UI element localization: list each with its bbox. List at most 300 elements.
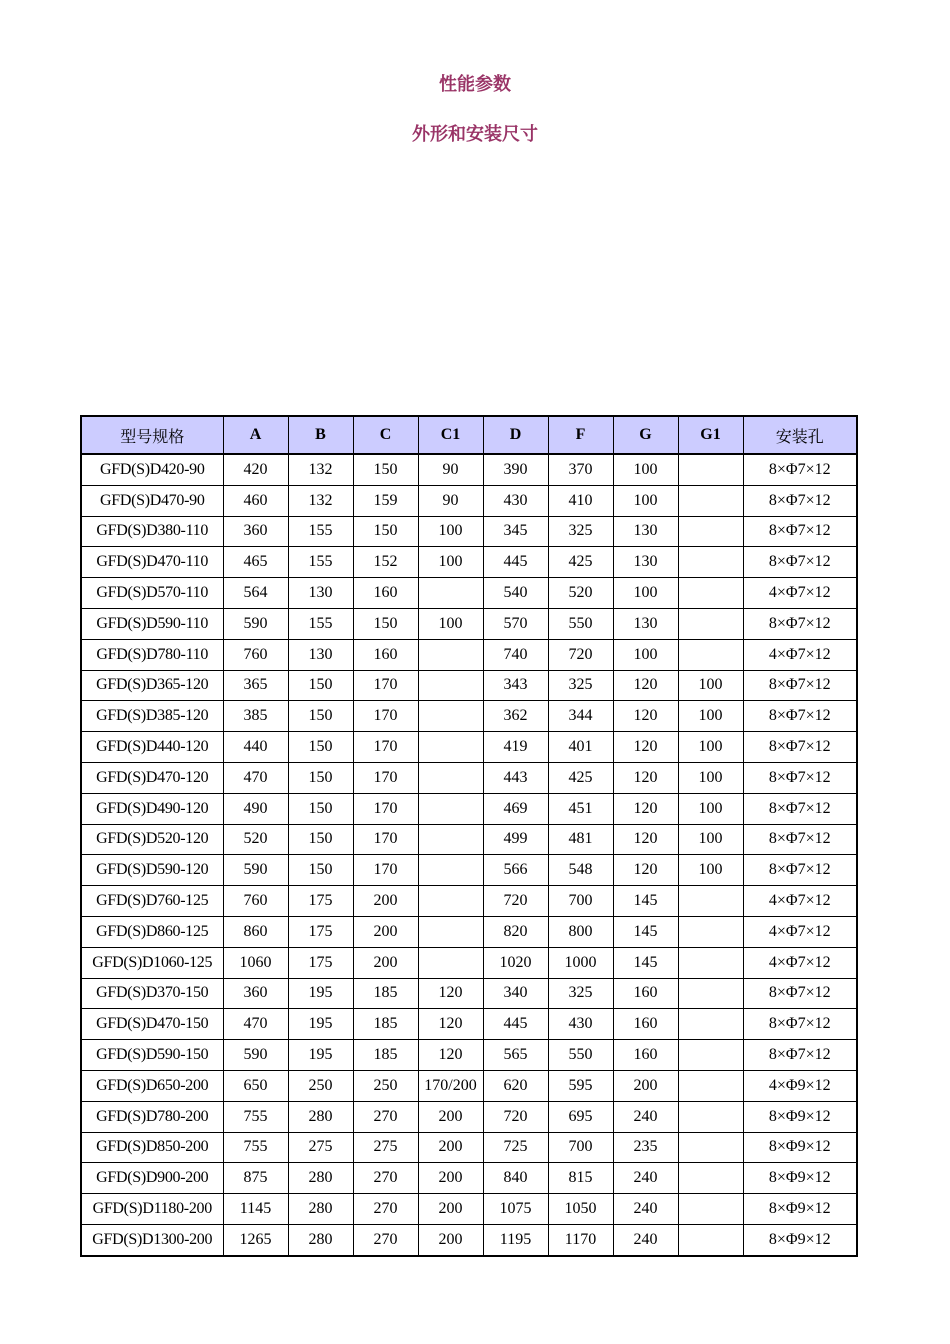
cell-f: 430	[548, 1009, 613, 1040]
cell-c: 150	[353, 454, 418, 485]
cell-c1: 200	[418, 1132, 483, 1163]
cell-f: 401	[548, 732, 613, 763]
cell-g: 130	[613, 547, 678, 578]
cell-d: 445	[483, 547, 548, 578]
cell-b: 155	[288, 608, 353, 639]
cell-g1: 100	[678, 855, 743, 886]
cell-mounting-holes: 8×Φ7×12	[743, 732, 857, 763]
cell-c1	[418, 947, 483, 978]
cell-c1	[418, 855, 483, 886]
cell-c1	[418, 793, 483, 824]
cell-b: 150	[288, 701, 353, 732]
cell-c1	[418, 886, 483, 917]
cell-g: 160	[613, 1009, 678, 1040]
cell-c1: 200	[418, 1163, 483, 1194]
cell-a: 420	[223, 454, 288, 485]
cell-g1	[678, 1101, 743, 1132]
cell-c: 170	[353, 670, 418, 701]
cell-model: GFD(S)D860-125	[81, 916, 223, 947]
cell-c: 170	[353, 732, 418, 763]
cell-d: 720	[483, 886, 548, 917]
table-row	[81, 762, 857, 793]
cell-a: 520	[223, 824, 288, 855]
cell-a: 385	[223, 701, 288, 732]
cell-c: 185	[353, 1009, 418, 1040]
cell-d: 620	[483, 1070, 548, 1101]
cell-c: 185	[353, 1040, 418, 1071]
cell-g1	[678, 1040, 743, 1071]
spec-table	[80, 415, 858, 1257]
cell-g1: 100	[678, 670, 743, 701]
cell-d: 1195	[483, 1224, 548, 1255]
cell-a: 360	[223, 516, 288, 547]
table-row	[81, 701, 857, 732]
cell-model: GFD(S)D380-110	[81, 516, 223, 547]
cell-a: 860	[223, 916, 288, 947]
cell-a: 1265	[223, 1224, 288, 1255]
cell-mounting-holes: 8×Φ7×12	[743, 793, 857, 824]
cell-g1	[678, 1224, 743, 1255]
cell-a: 490	[223, 793, 288, 824]
cell-b: 195	[288, 1040, 353, 1071]
cell-d: 820	[483, 916, 548, 947]
cell-g1	[678, 516, 743, 547]
cell-b: 280	[288, 1194, 353, 1225]
cell-d: 443	[483, 762, 548, 793]
header-c: C	[353, 416, 418, 454]
cell-a: 590	[223, 608, 288, 639]
cell-g: 120	[613, 762, 678, 793]
header-mounting-holes: 安装孔	[743, 416, 857, 454]
cell-d: 340	[483, 978, 548, 1009]
cell-c: 185	[353, 978, 418, 1009]
cell-model: GFD(S)D470-110	[81, 547, 223, 578]
header-g: G	[613, 416, 678, 454]
cell-g1	[678, 1132, 743, 1163]
cell-b: 150	[288, 824, 353, 855]
cell-g: 145	[613, 916, 678, 947]
cell-mounting-holes: 8×Φ7×12	[743, 701, 857, 732]
cell-f: 720	[548, 639, 613, 670]
cell-mounting-holes: 4×Φ7×12	[743, 886, 857, 917]
cell-mounting-holes: 8×Φ7×12	[743, 547, 857, 578]
cell-c: 275	[353, 1132, 418, 1163]
cell-mounting-holes: 8×Φ7×12	[743, 1040, 857, 1071]
cell-c1: 120	[418, 1009, 483, 1040]
cell-f: 344	[548, 701, 613, 732]
cell-d: 740	[483, 639, 548, 670]
cell-model: GFD(S)D900-200	[81, 1163, 223, 1194]
cell-mounting-holes: 8×Φ7×12	[743, 608, 857, 639]
table-row	[81, 1070, 857, 1101]
cell-model: GFD(S)D470-90	[81, 485, 223, 516]
cell-g: 120	[613, 793, 678, 824]
cell-b: 132	[288, 454, 353, 485]
cell-b: 195	[288, 978, 353, 1009]
cell-d: 345	[483, 516, 548, 547]
cell-b: 150	[288, 855, 353, 886]
cell-model: GFD(S)D470-150	[81, 1009, 223, 1040]
cell-c1: 100	[418, 547, 483, 578]
cell-b: 150	[288, 670, 353, 701]
cell-d: 343	[483, 670, 548, 701]
cell-model: GFD(S)D440-120	[81, 732, 223, 763]
cell-c: 200	[353, 947, 418, 978]
cell-a: 365	[223, 670, 288, 701]
cell-c1	[418, 639, 483, 670]
cell-model: GFD(S)D1060-125	[81, 947, 223, 978]
cell-g1	[678, 1194, 743, 1225]
cell-mounting-holes: 4×Φ9×12	[743, 1070, 857, 1101]
cell-a: 755	[223, 1132, 288, 1163]
cell-f: 595	[548, 1070, 613, 1101]
cell-c1: 90	[418, 454, 483, 485]
cell-g: 145	[613, 886, 678, 917]
cell-a: 650	[223, 1070, 288, 1101]
table-row	[81, 670, 857, 701]
cell-b: 175	[288, 947, 353, 978]
cell-b: 275	[288, 1132, 353, 1163]
cell-g1	[678, 547, 743, 578]
cell-mounting-holes: 8×Φ7×12	[743, 516, 857, 547]
cell-d: 469	[483, 793, 548, 824]
cell-g: 240	[613, 1163, 678, 1194]
table-row	[81, 454, 857, 485]
cell-c1: 100	[418, 516, 483, 547]
header-f: F	[548, 416, 613, 454]
cell-c: 150	[353, 516, 418, 547]
cell-g: 100	[613, 639, 678, 670]
cell-f: 550	[548, 608, 613, 639]
cell-model: GFD(S)D420-90	[81, 454, 223, 485]
cell-f: 700	[548, 1132, 613, 1163]
cell-g: 120	[613, 732, 678, 763]
cell-c1	[418, 578, 483, 609]
cell-g: 200	[613, 1070, 678, 1101]
cell-f: 410	[548, 485, 613, 516]
cell-mounting-holes: 8×Φ9×12	[743, 1194, 857, 1225]
cell-mounting-holes: 4×Φ7×12	[743, 578, 857, 609]
cell-g1	[678, 947, 743, 978]
header-d: D	[483, 416, 548, 454]
cell-f: 481	[548, 824, 613, 855]
header-a: A	[223, 416, 288, 454]
cell-f: 1000	[548, 947, 613, 978]
cell-g1: 100	[678, 793, 743, 824]
cell-d: 725	[483, 1132, 548, 1163]
cell-g: 100	[613, 578, 678, 609]
cell-b: 150	[288, 793, 353, 824]
table-row	[81, 1224, 857, 1255]
cell-c1: 90	[418, 485, 483, 516]
table-row	[81, 485, 857, 516]
cell-g1: 100	[678, 824, 743, 855]
cell-mounting-holes: 8×Φ7×12	[743, 855, 857, 886]
table-header-row	[81, 416, 857, 454]
cell-g1	[678, 639, 743, 670]
cell-c: 270	[353, 1194, 418, 1225]
cell-d: 499	[483, 824, 548, 855]
header-model: 型号规格	[81, 416, 223, 454]
cell-f: 325	[548, 978, 613, 1009]
cell-c: 270	[353, 1101, 418, 1132]
cell-f: 325	[548, 670, 613, 701]
table-row	[81, 916, 857, 947]
cell-model: GFD(S)D780-110	[81, 639, 223, 670]
cell-f: 370	[548, 454, 613, 485]
cell-model: GFD(S)D385-120	[81, 701, 223, 732]
cell-g: 240	[613, 1224, 678, 1255]
table-row	[81, 639, 857, 670]
cell-model: GFD(S)D1180-200	[81, 1194, 223, 1225]
cell-g: 120	[613, 701, 678, 732]
cell-g: 240	[613, 1194, 678, 1225]
cell-g1	[678, 608, 743, 639]
cell-mounting-holes: 8×Φ9×12	[743, 1224, 857, 1255]
cell-d: 570	[483, 608, 548, 639]
table-row	[81, 978, 857, 1009]
cell-mounting-holes: 8×Φ9×12	[743, 1132, 857, 1163]
cell-mounting-holes: 8×Φ7×12	[743, 762, 857, 793]
cell-c: 200	[353, 886, 418, 917]
cell-a: 470	[223, 1009, 288, 1040]
cell-a: 460	[223, 485, 288, 516]
cell-a: 875	[223, 1163, 288, 1194]
cell-c1	[418, 701, 483, 732]
cell-model: GFD(S)D370-150	[81, 978, 223, 1009]
cell-a: 760	[223, 886, 288, 917]
cell-b: 155	[288, 516, 353, 547]
cell-mounting-holes: 8×Φ7×12	[743, 824, 857, 855]
cell-mounting-holes: 8×Φ9×12	[743, 1163, 857, 1194]
cell-g: 100	[613, 454, 678, 485]
cell-f: 1170	[548, 1224, 613, 1255]
cell-g: 160	[613, 978, 678, 1009]
cell-g1	[678, 1009, 743, 1040]
cell-b: 250	[288, 1070, 353, 1101]
cell-g: 120	[613, 670, 678, 701]
page-subtitle: 外形和安装尺寸	[412, 124, 538, 145]
cell-b: 175	[288, 916, 353, 947]
cell-c1	[418, 824, 483, 855]
table-row	[81, 516, 857, 547]
cell-f: 700	[548, 886, 613, 917]
cell-c: 160	[353, 578, 418, 609]
cell-b: 130	[288, 578, 353, 609]
cell-a: 564	[223, 578, 288, 609]
cell-b: 175	[288, 886, 353, 917]
cell-c: 270	[353, 1163, 418, 1194]
cell-b: 280	[288, 1163, 353, 1194]
cell-c: 160	[353, 639, 418, 670]
cell-a: 470	[223, 762, 288, 793]
cell-a: 360	[223, 978, 288, 1009]
table-row	[81, 732, 857, 763]
table-row	[81, 1194, 857, 1225]
cell-model: GFD(S)D570-110	[81, 578, 223, 609]
cell-c1: 170/200	[418, 1070, 483, 1101]
cell-c1	[418, 916, 483, 947]
cell-b: 195	[288, 1009, 353, 1040]
cell-c1: 120	[418, 1040, 483, 1071]
cell-mounting-holes: 8×Φ7×12	[743, 978, 857, 1009]
cell-model: GFD(S)D490-120	[81, 793, 223, 824]
cell-c: 159	[353, 485, 418, 516]
cell-c1: 200	[418, 1194, 483, 1225]
cell-b: 150	[288, 762, 353, 793]
cell-c: 170	[353, 701, 418, 732]
cell-g: 240	[613, 1101, 678, 1132]
cell-d: 1020	[483, 947, 548, 978]
cell-d: 419	[483, 732, 548, 763]
cell-g: 145	[613, 947, 678, 978]
cell-g1	[678, 1163, 743, 1194]
cell-d: 540	[483, 578, 548, 609]
cell-model: GFD(S)D590-110	[81, 608, 223, 639]
table-row	[81, 793, 857, 824]
cell-d: 566	[483, 855, 548, 886]
cell-f: 548	[548, 855, 613, 886]
cell-d: 840	[483, 1163, 548, 1194]
cell-b: 280	[288, 1101, 353, 1132]
cell-f: 325	[548, 516, 613, 547]
cell-c1	[418, 732, 483, 763]
cell-b: 130	[288, 639, 353, 670]
cell-g1: 100	[678, 701, 743, 732]
cell-mounting-holes: 4×Φ7×12	[743, 639, 857, 670]
cell-mounting-holes: 8×Φ7×12	[743, 1009, 857, 1040]
table-body	[81, 454, 857, 1256]
cell-c: 250	[353, 1070, 418, 1101]
table-row	[81, 1009, 857, 1040]
cell-a: 465	[223, 547, 288, 578]
cell-model: GFD(S)D850-200	[81, 1132, 223, 1163]
table-row	[81, 824, 857, 855]
cell-c: 270	[353, 1224, 418, 1255]
cell-g1	[678, 916, 743, 947]
cell-b: 280	[288, 1224, 353, 1255]
cell-model: GFD(S)D520-120	[81, 824, 223, 855]
cell-model: GFD(S)D365-120	[81, 670, 223, 701]
cell-a: 1060	[223, 947, 288, 978]
header-c1: C1	[418, 416, 483, 454]
cell-a: 760	[223, 639, 288, 670]
cell-c: 152	[353, 547, 418, 578]
table-row	[81, 1040, 857, 1071]
cell-g: 100	[613, 485, 678, 516]
cell-g: 120	[613, 855, 678, 886]
cell-f: 800	[548, 916, 613, 947]
cell-a: 440	[223, 732, 288, 763]
cell-b: 150	[288, 732, 353, 763]
header-g1: G1	[678, 416, 743, 454]
cell-b: 132	[288, 485, 353, 516]
cell-d: 565	[483, 1040, 548, 1071]
cell-model: GFD(S)D590-120	[81, 855, 223, 886]
header-b: B	[288, 416, 353, 454]
cell-g: 160	[613, 1040, 678, 1071]
cell-c: 150	[353, 608, 418, 639]
cell-a: 755	[223, 1101, 288, 1132]
cell-mounting-holes: 8×Φ7×12	[743, 485, 857, 516]
cell-mounting-holes: 8×Φ7×12	[743, 670, 857, 701]
cell-g1	[678, 578, 743, 609]
cell-g1	[678, 485, 743, 516]
cell-c: 170	[353, 855, 418, 886]
page-title: 性能参数	[439, 74, 511, 95]
cell-f: 695	[548, 1101, 613, 1132]
cell-model: GFD(S)D1300-200	[81, 1224, 223, 1255]
table-row	[81, 886, 857, 917]
cell-c: 170	[353, 824, 418, 855]
cell-model: GFD(S)D780-200	[81, 1101, 223, 1132]
table-row	[81, 608, 857, 639]
table-row	[81, 947, 857, 978]
cell-c1: 200	[418, 1224, 483, 1255]
cell-g1	[678, 886, 743, 917]
table-row	[81, 1163, 857, 1194]
cell-model: GFD(S)D760-125	[81, 886, 223, 917]
table-row	[81, 578, 857, 609]
cell-d: 430	[483, 485, 548, 516]
cell-d: 390	[483, 454, 548, 485]
cell-a: 1145	[223, 1194, 288, 1225]
cell-c: 200	[353, 916, 418, 947]
cell-f: 425	[548, 547, 613, 578]
cell-g: 130	[613, 608, 678, 639]
cell-mounting-holes: 4×Φ7×12	[743, 947, 857, 978]
table-row	[81, 1101, 857, 1132]
cell-g1: 100	[678, 732, 743, 763]
cell-mounting-holes: 8×Φ7×12	[743, 454, 857, 485]
table-row	[81, 547, 857, 578]
cell-f: 425	[548, 762, 613, 793]
cell-f: 815	[548, 1163, 613, 1194]
cell-c1: 120	[418, 978, 483, 1009]
cell-mounting-holes: 8×Φ9×12	[743, 1101, 857, 1132]
cell-model: GFD(S)D650-200	[81, 1070, 223, 1101]
cell-f: 1050	[548, 1194, 613, 1225]
cell-c1	[418, 762, 483, 793]
cell-d: 1075	[483, 1194, 548, 1225]
cell-g: 130	[613, 516, 678, 547]
cell-g1: 100	[678, 762, 743, 793]
table-row	[81, 855, 857, 886]
cell-a: 590	[223, 1040, 288, 1071]
cell-g1	[678, 454, 743, 485]
cell-c: 170	[353, 793, 418, 824]
cell-model: GFD(S)D470-120	[81, 762, 223, 793]
cell-d: 720	[483, 1101, 548, 1132]
cell-f: 451	[548, 793, 613, 824]
cell-f: 550	[548, 1040, 613, 1071]
cell-b: 155	[288, 547, 353, 578]
cell-f: 520	[548, 578, 613, 609]
table-row	[81, 1132, 857, 1163]
cell-g: 235	[613, 1132, 678, 1163]
cell-c1	[418, 670, 483, 701]
cell-mounting-holes: 4×Φ7×12	[743, 916, 857, 947]
cell-g: 120	[613, 824, 678, 855]
cell-c: 170	[353, 762, 418, 793]
cell-g1	[678, 1070, 743, 1101]
cell-d: 445	[483, 1009, 548, 1040]
cell-d: 362	[483, 701, 548, 732]
cell-c1: 200	[418, 1101, 483, 1132]
cell-model: GFD(S)D590-150	[81, 1040, 223, 1071]
cell-c1: 100	[418, 608, 483, 639]
cell-a: 590	[223, 855, 288, 886]
